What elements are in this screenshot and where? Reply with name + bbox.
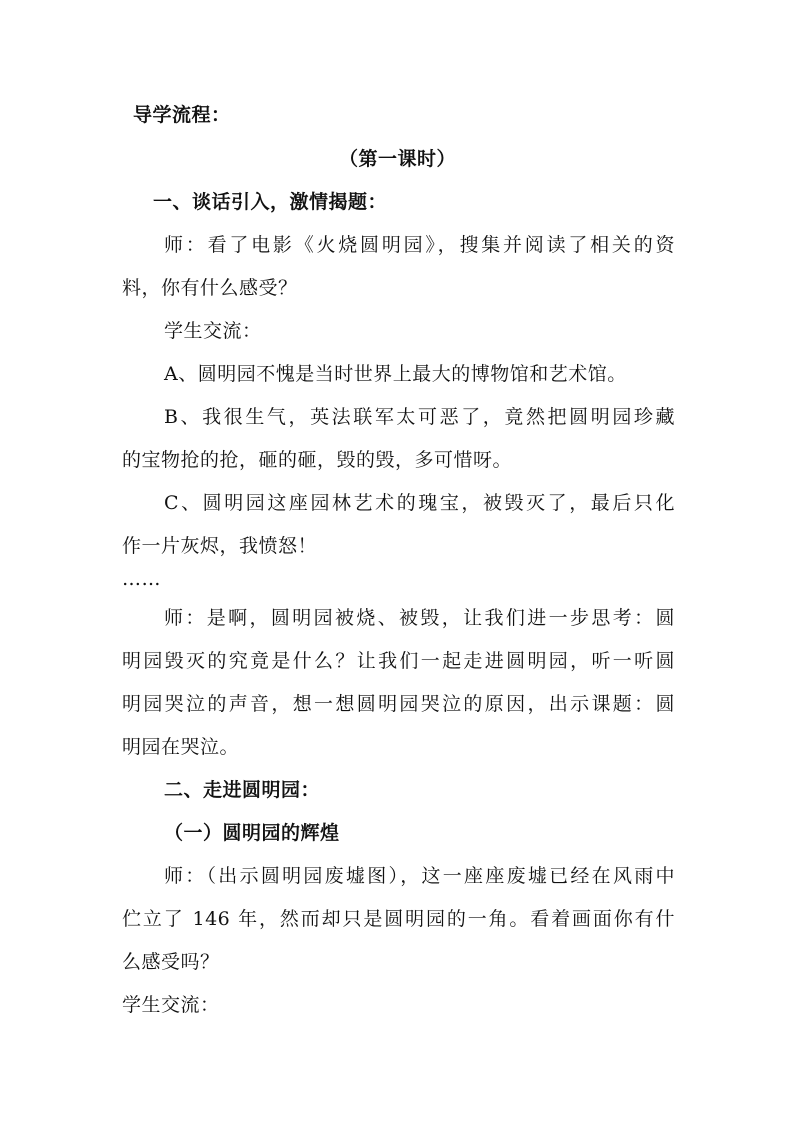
teacher-paragraph-line: 师：是啊，圆明园被烧、被毁，让我们进一步思考：圆 <box>164 607 675 629</box>
subsection-title-glory: （一）圆明园的辉煌 <box>164 822 340 844</box>
section-title-intro: 一、谈话引入，激情揭题： <box>153 191 388 213</box>
student-answer-c-line: 作一片灰烬，我愤怒！ <box>122 535 318 557</box>
session-title: （第一课时） <box>339 148 457 170</box>
teacher-paragraph-line: 明园毁灭的究竟是什么？让我们一起走进圆明园，听一听圆 <box>122 650 675 672</box>
teacher-paragraph-line: 伫立了 146 年，然而却只是圆明园的一角。看着画面你有什 <box>122 908 675 930</box>
teacher-paragraph-line: 师：（出示圆明园废墟图），这一座座废墟已经在风雨中 <box>164 865 675 887</box>
teacher-paragraph-line: 明园哭泣的声音，想一想圆明园哭泣的原因，出示课题：圆 <box>122 693 675 715</box>
student-answer-b-line: 的宝物抢的抢，砸的砸，毁的毁，多可惜呀。 <box>122 449 513 471</box>
student-exchange-label: 学生交流： <box>164 320 262 342</box>
teacher-question-line: 师：看了电影《火烧圆明园》，搜集并阅读了相关的资 <box>164 234 675 256</box>
teacher-question-line: 料，你有什么感受？ <box>122 277 298 299</box>
teacher-paragraph-line: 么感受吗？ <box>122 951 220 973</box>
document-heading: 导学流程： <box>133 104 231 126</box>
student-answer-a: A、圆明园不愧是当时世界上最大的博物馆和艺术馆。 <box>164 363 627 385</box>
student-answer-c-line: C、圆明园这座园林艺术的瑰宝，被毁灭了，最后只化 <box>164 492 675 514</box>
student-exchange-label: 学生交流： <box>122 994 220 1016</box>
teacher-paragraph-line: 明园在哭泣。 <box>122 736 240 758</box>
section-title-enter: 二、走进圆明园： <box>164 779 321 801</box>
ellipsis: …… <box>122 568 161 590</box>
student-answer-b-line: B、我很生气，英法联军太可恶了，竟然把圆明园珍藏 <box>164 406 675 428</box>
